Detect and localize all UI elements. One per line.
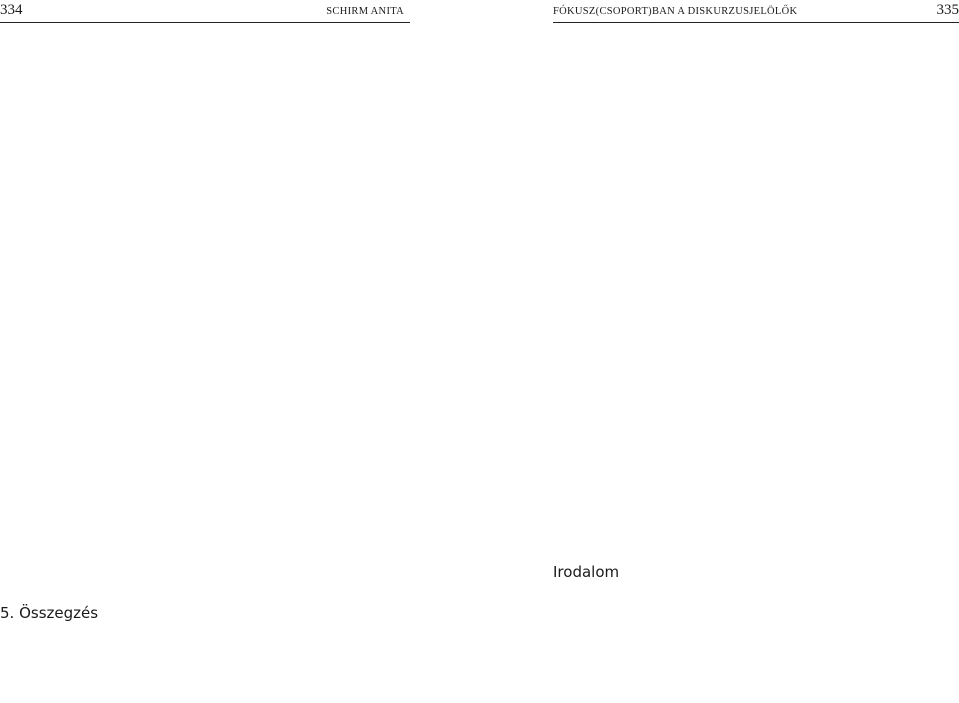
page-number: 335 <box>936 2 959 18</box>
references-heading: Irodalom <box>553 563 620 581</box>
right-page <box>553 0 959 703</box>
right-page-header <box>553 2 959 23</box>
running-head: FÓKUSZ(CSOPORT)BAN A DISKURZUSJELÖLŐK <box>553 6 798 17</box>
left-page-header <box>0 2 410 23</box>
left-page <box>0 0 410 703</box>
running-head: SCHIRM ANITA <box>326 6 404 17</box>
page-number: 334 <box>0 2 23 18</box>
section-heading: 5. Összegzés <box>0 604 99 622</box>
